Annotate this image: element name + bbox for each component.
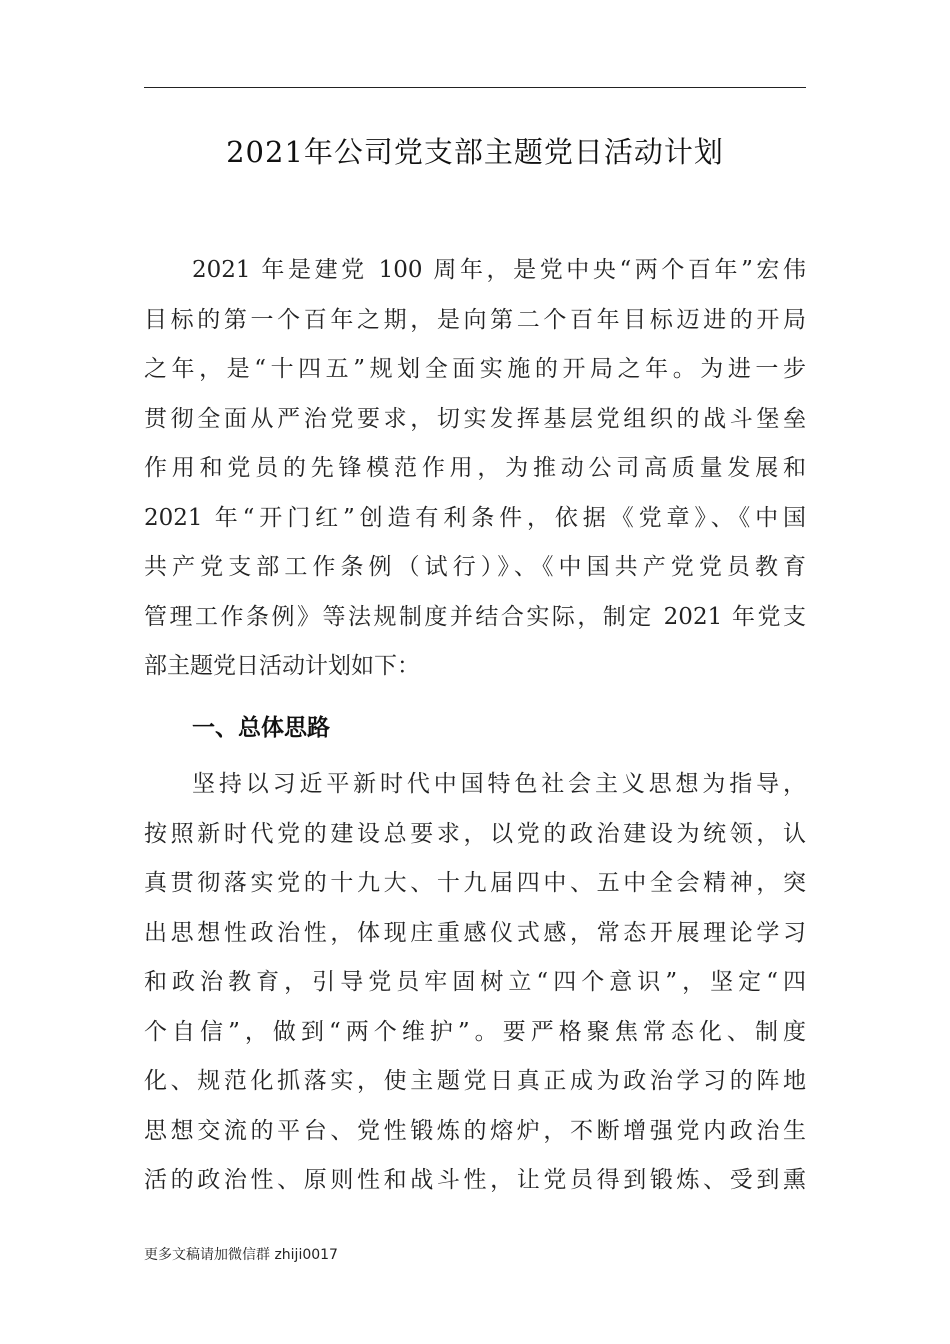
text-line: 化、规范化抓落实，使主题党日真正成为政治学习的阵地 [144, 1068, 806, 1094]
text-line: 之年，是“十四五”规划全面实施的开局之年。为进一步 [144, 356, 806, 382]
footer-note: 更多文稿请加微信群 zhiji0017 [144, 1247, 338, 1263]
text-line: 目标的第一个百年之期，是向第二个百年目标迈进的开局 [144, 306, 806, 333]
text-line: 部主题党日活动计划如下： [144, 653, 420, 679]
text-line: 和政治教育，引导党员牢固树立“四个意识”，坚定“四 [144, 969, 806, 995]
text-line: 出思想性政治性，体现庄重感仪式感，常态开展理论学习 [144, 919, 806, 946]
text-line: 按照新时代党的建设总要求，以党的政治建设为统领，认 [144, 820, 806, 847]
text-line: 坚持以习近平新时代中国特色社会主义思想为指导， [192, 771, 806, 797]
text-line: 贯彻全面从严治党要求，切实发挥基层党组织的战斗堡垒 [144, 405, 806, 432]
text-line: 共产党支部工作条例（试行）》、《中国共产党党员教育 [144, 554, 806, 580]
text-line: 2021 年是建党 100 周年，是党中央“两个百年”宏伟 [192, 257, 806, 283]
text-line: 思想交流的平台、党性锻炼的熔炉，不断增强党内政治生 [144, 1117, 806, 1144]
text-line: 管理工作条例》等法规制度并结合实际，制定 2021 年党支 [144, 603, 806, 630]
section-heading: 一、总体思路 [192, 715, 330, 741]
text-line: 活的政治性、原则性和战斗性，让党员得到锻炼、受到熏 [144, 1167, 806, 1193]
section1-paragraph [144, 760, 806, 1206]
intro-paragraph [144, 246, 806, 692]
text-line: 个自信”，做到“两个维护”。要严格聚焦常态化、制度 [144, 1018, 806, 1045]
page-title: 2021年公司党支部主题党日活动计划 [226, 135, 724, 169]
text-line: 2021 年“开门红”创造有利条件，依据《党章》、《中国 [144, 504, 806, 531]
text-line: 作用和党员的先锋模范作用，为推动公司高质量发展和 [144, 455, 806, 481]
top-rule [144, 87, 806, 88]
text-line: 真贯彻落实党的十九大、十九届四中、五中全会精神，突 [144, 870, 806, 896]
